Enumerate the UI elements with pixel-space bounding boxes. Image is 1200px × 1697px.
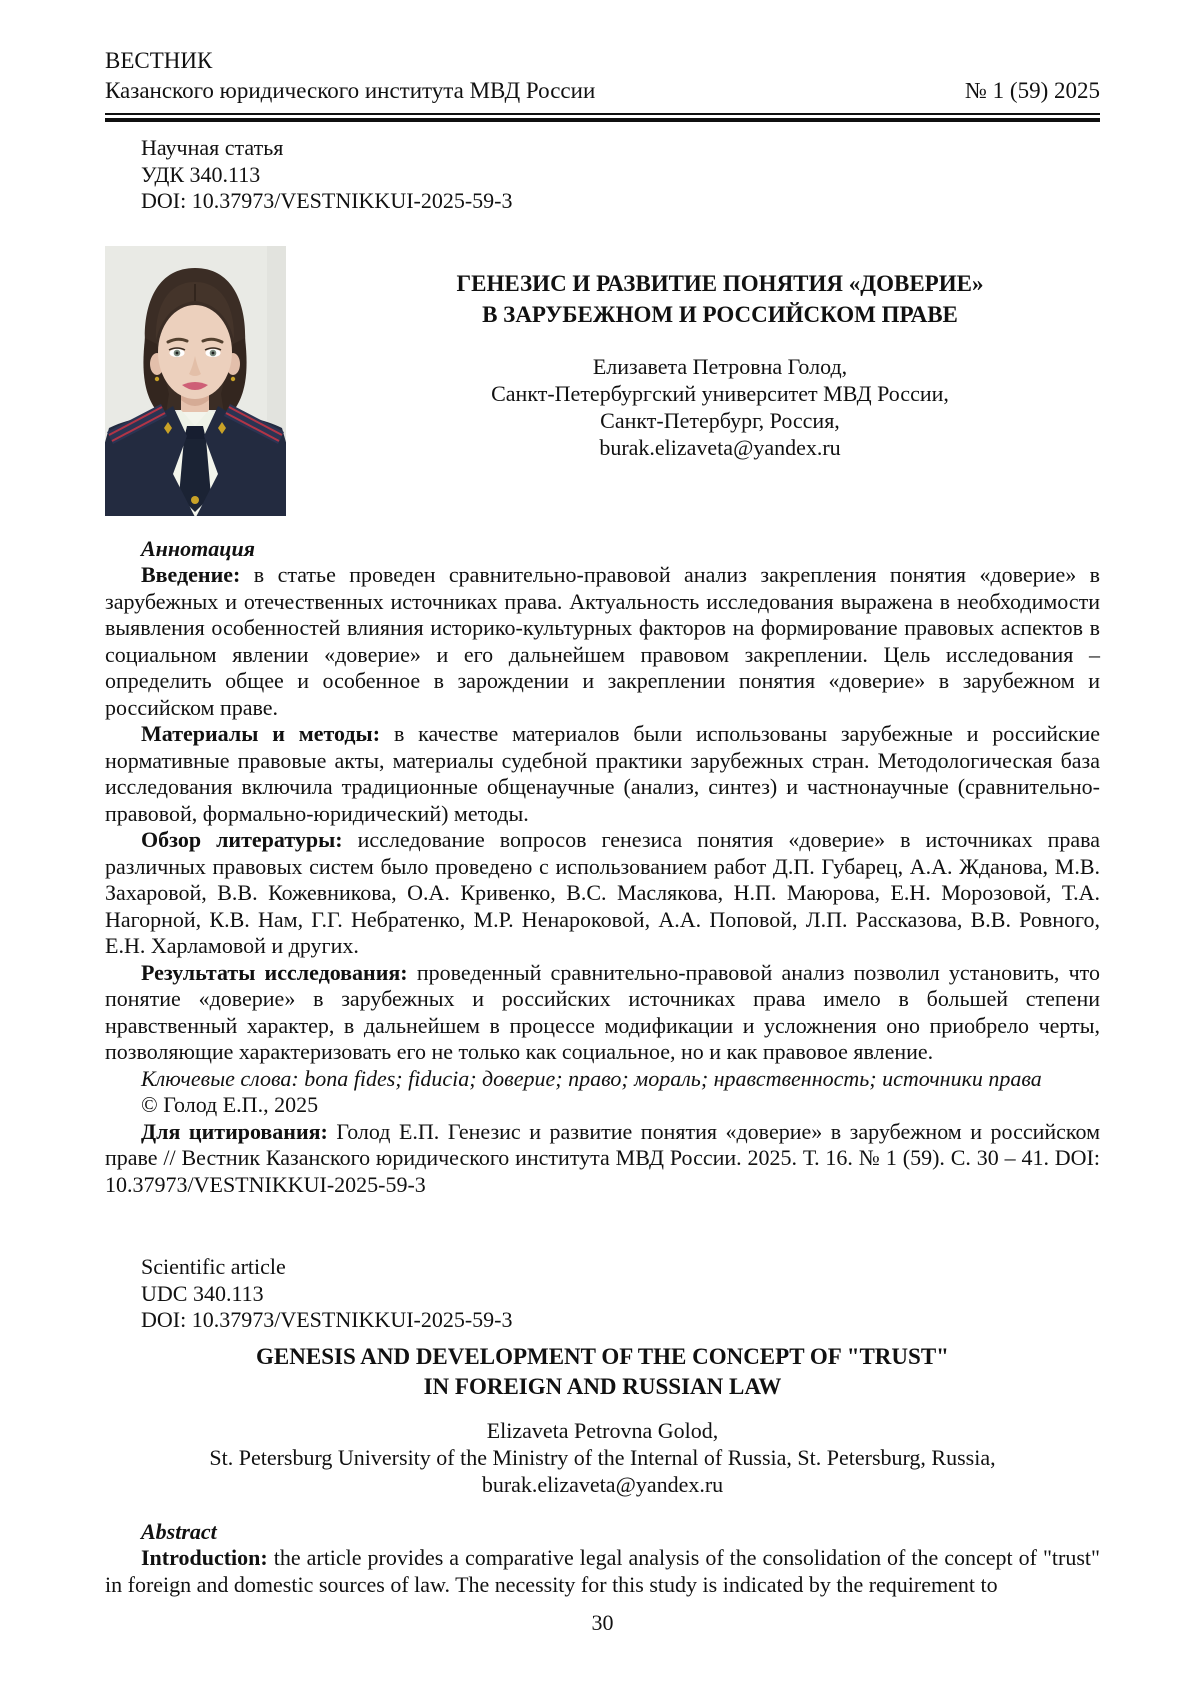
abstract-materials-label: Материалы и методы: <box>141 721 381 746</box>
udc-en: UDC 340.113 <box>141 1280 264 1306</box>
abstract-literature-text: исследование вопросов генезиса понятия «доверие» в источниках права различных правовых систем было проведено с использованием работ Д.П. Губарец, А.А. Жданова, М.В. Захаровой, В.В. Кожевникова, О.А. Кривенко, В.С. Маслякова, Н.П. Маюрова, Е.Н. Морозовой, Т.А. Нагорной, К.В. Нам, Г.Г. Небратенко, М.Р. Ненароковой, А.А. Поповой, Л.П. Рассказова, В.В. Ровного, Е.Н. Харламовой и других. <box>105 827 1100 958</box>
photo-head <box>143 268 246 426</box>
doi-en: DOI: 10.37973/VESTNIKKUI-2025-59-3 <box>141 1307 513 1332</box>
citation-text: Голод Е.П. Генезис и развитие понятия «доверие» в зарубежном и российском праве // Вестник Казанского юридического института МВД России. 2025. Т. 16. № 1 (59). С. 30 – 41. DOI: 10.37973/VESTNIKKUI-2025-59-3 <box>105 1118 1100 1197</box>
article-title-ru <box>340 268 1100 330</box>
title-column <box>286 246 1100 516</box>
abstract-intro-label: Введение: <box>141 562 241 587</box>
article-meta-ru <box>141 135 1100 215</box>
abstract-heading-ru: Аннотация <box>141 535 256 561</box>
journal-name-line2: Казанского юридического института МВД России <box>105 78 596 103</box>
page-number: 30 <box>591 1610 614 1635</box>
journal-masthead <box>105 46 1100 122</box>
keywords-line <box>105 1066 1100 1093</box>
article-title-ru-line1: ГЕНЕЗИС И РАЗВИТИЕ ПОНЯТИЯ «ДОВЕРИЕ» <box>456 270 984 296</box>
article-title-en <box>105 1342 1100 1402</box>
author-email-ru: burak.elizaveta@yandex.ru <box>599 434 841 460</box>
author-photo-image <box>105 246 286 516</box>
author-photo <box>105 246 286 516</box>
article-title-en-line2: IN FOREIGN AND RUSSIAN LAW <box>423 1373 782 1399</box>
abstract-literature-label: Обзор литературы: <box>141 827 343 852</box>
article-title-ru-line2: В ЗАРУБЕЖНОМ И РОССИЙСКОМ ПРАВЕ <box>482 301 958 327</box>
author-block-en <box>105 1417 1100 1498</box>
city-ru: Санкт-Петербург, Россия, <box>600 407 840 433</box>
abstract-en-intro-paragraph <box>105 1545 1100 1598</box>
author-email-en: burak.elizaveta@yandex.ru <box>481 1471 724 1497</box>
author-name-ru: Елизавета Петровна Голод, <box>592 353 848 379</box>
author-block-ru <box>340 353 1100 461</box>
copyright-line: © Голод Е.П., 2025 <box>141 1092 319 1117</box>
issue-number: № 1 (59) 2025 <box>964 78 1100 103</box>
citation-label: Для цитирования: <box>141 1118 328 1144</box>
abstract-results-label: Результаты исследования: <box>141 959 408 985</box>
abstract-results-text: проведенный сравнительно-правовой анализ позволил установить, что понятие «доверие» в зарубежных и российских источниках права имело в большей степени нравственный характер, в дальнейшем в процессе модификации и усложнения оно приобрело черты, позволяющие характеризовать его не только как социальное, но и как правовое явление. <box>105 959 1100 1064</box>
abstract-intro-paragraph <box>105 562 1100 721</box>
abstract-en-intro-label: Introduction: <box>141 1545 268 1570</box>
abstract-materials-text: в качестве материалов были использованы зарубежные и российские нормативные правовые акты, материалы судебной практики зарубежных стран. Методологическая база исследования включила традиционные общенаучные (анализ, синтез) и частнонаучные (сравнительно-правовой, формально-юридический) методы. <box>105 721 1101 826</box>
header-divider <box>105 113 1100 122</box>
abstract-materials-paragraph <box>105 721 1100 827</box>
article-type-en: Scientific article <box>141 1254 286 1279</box>
photo-uniform <box>105 404 286 516</box>
affiliation-en: St. Petersburg University of the Ministry of the Internal of Russia, St. Petersburg, Russia, <box>209 1444 996 1470</box>
abstract-intro-text: в статье проведен сравнительно-правовой анализ закрепления понятия «доверие» в зарубежных и отечественных источниках права. Актуальность исследования выражена в необходимости выявления особенностей влияния историко-культурных факторов на формирование правовых аспектов в социальном явлении «доверие» и его дальнейшем правовом закреплении. Цель исследования – определить общее и особенное в зарождении и закреплении понятия «доверие» в зарубежном и российском праве. <box>105 562 1100 720</box>
citation-paragraph <box>105 1119 1100 1199</box>
udc-ru: УДК 340.113 <box>141 161 261 187</box>
affiliation-ru: Санкт-Петербургский университет МВД России, <box>491 380 949 406</box>
article-title-en-line1: GENESIS AND DEVELOPMENT OF THE CONCEPT OF "TRUST" <box>256 1343 949 1369</box>
article-meta-en <box>141 1254 1100 1334</box>
abstract-en-intro-text: the article provides a comparative legal analysis of the consolidation of the concept of "trust" in foreign and domestic sources of law. The necessity for this study is indicated by the requirement to <box>105 1545 1101 1597</box>
title-photo-row <box>105 246 1100 516</box>
keywords-text: bona fides; fiducia; доверие; право; мораль; нравственность; источники права <box>304 1065 1042 1091</box>
abstract-heading-en: Abstract <box>141 1518 217 1544</box>
keywords-label: Ключевые слова: <box>141 1065 299 1091</box>
abstract-literature-paragraph <box>105 827 1100 960</box>
abstract-results-paragraph <box>105 960 1100 1066</box>
journal-name-line1: ВЕСТНИК <box>105 48 213 73</box>
author-name-en: Elizaveta Petrovna Golod, <box>486 1417 719 1443</box>
doi-ru: DOI: 10.37973/VESTNIKKUI-2025-59-3 <box>141 188 513 213</box>
article-type-ru: Научная статья <box>141 135 284 160</box>
